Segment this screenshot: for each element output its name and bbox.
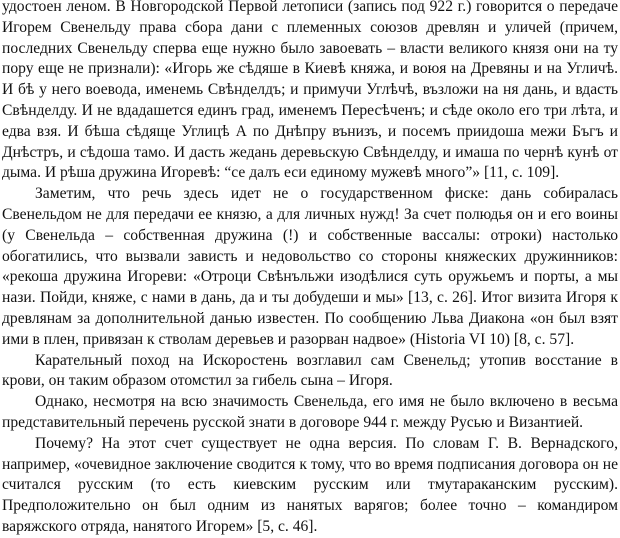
paragraph-4: Однако, несмотря на всю значимость Свенельда, его имя не было включено в весьма представительный перечень русской знати в договоре 944 г. между Русью и Византией.	[2, 393, 618, 431]
paragraph-1: удостоен леном. В Новгородской Первой летописи (запись под 922 г.) говорится о передаче Игорем Свенельду права сбора дани с племенных союзов древлян и уличей (причем, последних Свенельду сперва еще нужно было завоевать – власти великого князя они на ту пору еще не признали): «Игорь же сѣдяше в Киевѣ княжа, и воюя на Древяны и на Угличѣ. И бѣ у него воевода, именемь Свѣнделдъ; и примучи Углѣчѣ, възложи на ня дань, и вдасть Свѣнделду. И не вдадашется единъ град, именемъ Пересѣченъ; и сѣде около его три лѣта, и едва взя. И бѣша сѣдяще Углицѣ А по Днѣпру вънизъ, и посемъ приидоша межи Бъгъ и Днѣстръ, и сѣдоша тамо. И дасть жедань деревьскую Свѣнделду, и имаша по чернѣ кунѣ от дыма. И рѣша дружина Игоревѣ: “се далъ еси единому мужевѣ много”» [11, с. 109].	[2, 0, 618, 182]
paragraph-3: Карательный поход на Искоростень возглавил сам Свенельд; утопив восстание в крови, он таким образом отомстил за гибель сына – Игоря.	[2, 351, 618, 390]
paragraph-2: Заметим, что речь здесь идет не о государственном фиске: дань собиралась Свенельдом не для передачи ее князю, а для личных нужд! За счет полюдья он и его воины (у Свенельда – собственная дружина (!) и собственные вассалы: отроки) настолько обогатились, что вызвали зависть и недовольство со стороны княжеских дружинников: «рекоша дружина Игореви: «Отроци Свѣнъльжи изодѣлися суть оружьемъ и порты, а мы нази. Пойди, княже, с нами в дань, да и ты добудеши и мы» [13, с. 26]. Итог визита Игоря к древлянам за дополнительной данью известен. По сообщению Льва Диакона «он был взят ими в плен, привязан к стволам деревьев и разорван надвое» (Historia VI 10) [8, с. 57].	[2, 185, 618, 348]
paragraph-5: Почему? На этот счет существует не одна версия. По словам Г. В. Вернадского, например, «очевидное заключение сводится к тому, что во время подписания договора он не считался русским (то есть киевским русским или тмутараканским русским). Предположительно он был одним из нанятых варягов; более точно – командиром варяжского отряда, нанятого Игорем» [5, с. 46].	[2, 434, 618, 535]
